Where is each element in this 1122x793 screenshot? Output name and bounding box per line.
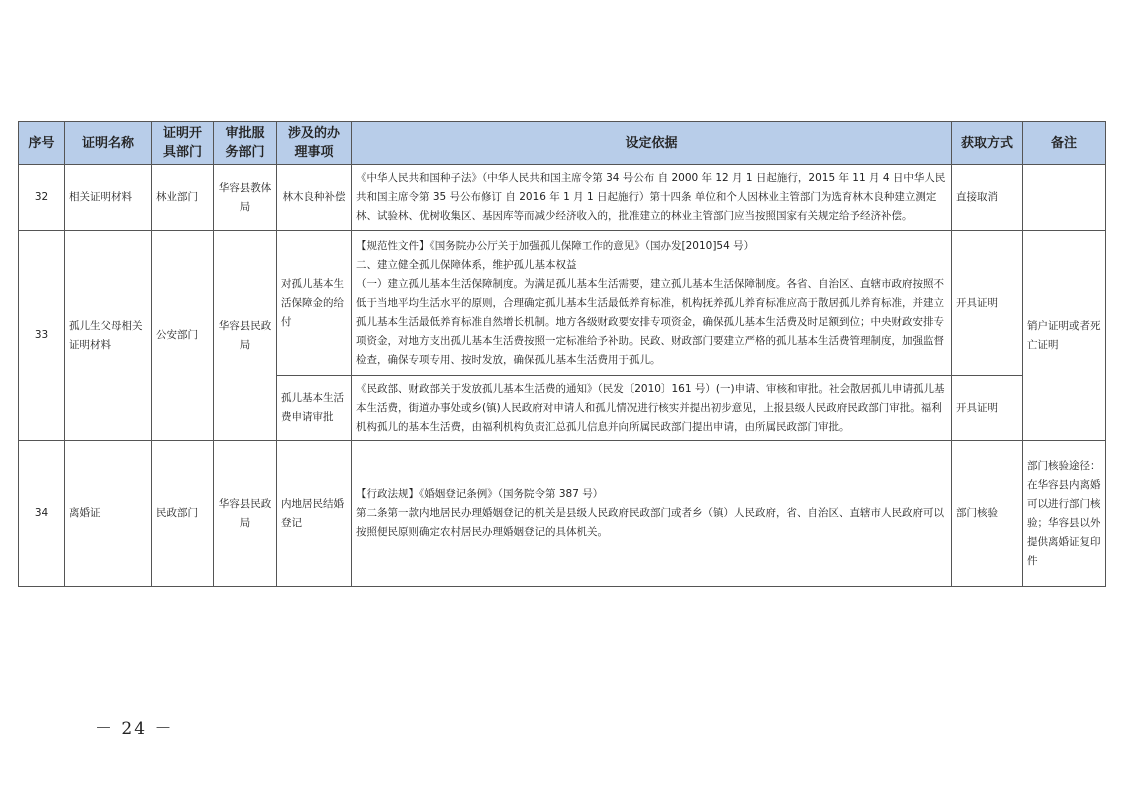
header-approver: 审批服务部门 — [214, 122, 277, 165]
row33a-basis-line2: 二、建立健全孤儿保障体系，维护孤儿基本权益 — [356, 258, 577, 271]
row34-basis-line1: 【行政法规】《婚姻登记条例》（国务院令第 387 号） — [356, 488, 604, 500]
row33b-basis: 《民政部、财政部关于发放孤儿基本生活费的通知》（民发〔2010〕161 号）(一)申请、审核和审批。社会散居孤儿申请孤儿基本生活费，街道办事处或乡(镇)人民政府对申请人和孤儿情况进行核实并提出初步意见，上报县级人民政府民政部门审批。福利机构孤儿的基本生活费，由福利机构负责汇总孤儿信息并向所属民政部门提出申请，由所属民政部门审批。 — [352, 376, 952, 441]
table-header-row — [19, 122, 1106, 165]
table-row — [19, 441, 1106, 587]
row34-method: 部门核验 — [952, 441, 1023, 587]
table-row — [19, 231, 1106, 376]
row33a-basis-line3: （一）建立孤儿基本生活保障制度。为满足孤儿基本生活需要，建立孤儿基本生活保障制度。各省、自治区、直辖市政府按照不低于当地平均生活水平的原则，合理确定孤儿基本生活最低养育标准，机构抚养孤儿养育标准应高于散居孤儿养育标准，并建立孤儿基本生活最低养育标准自然增长机制。地方各级财政要安排专项资金，确保孤儿基本生活费及时足额到位；中央财政安排专项资金，对地方支出孤儿基本生活费按照一定标准给予补助。民政、财政部门要建立严格的孤儿基本生活费管理制度，加强监督检查，确保专项专用、按时发放，确保孤儿基本生活费用于孤儿。 — [356, 277, 944, 366]
row34-basis-line2: 第二条第一款内地居民办理婚姻登记的机关是县级人民政府民政部门或者乡（镇）人民政府，省、自治区、直辖市人民政府可以按照便民原则确定农村居民办理婚姻登记的具体机关。 — [356, 507, 944, 538]
row33-approver: 华容县民政局 — [214, 231, 277, 441]
row33a-basis — [352, 231, 952, 376]
row33-name: 孤儿生父母相关证明材料 — [65, 231, 152, 441]
header-issuer: 证明开具部门 — [152, 122, 214, 165]
row32-note — [1023, 165, 1106, 231]
row33a-matter: 对孤儿基本生活保障金的给付 — [277, 231, 352, 376]
row33-issuer: 公安部门 — [152, 231, 214, 441]
row34-matter: 内地居民结婚登记 — [277, 441, 352, 587]
row33b-method: 开具证明 — [952, 376, 1023, 441]
header-matter: 涉及的办理事项 — [277, 122, 352, 165]
row34-seq: 34 — [19, 441, 65, 587]
row33a-method: 开具证明 — [952, 231, 1023, 376]
row33b-matter: 孤儿基本生活费申请审批 — [277, 376, 352, 441]
row32-seq: 32 — [19, 165, 65, 231]
table-row — [19, 165, 1106, 231]
page-number: － 24 － — [95, 719, 174, 739]
row33-seq: 33 — [19, 231, 65, 441]
row32-basis: 《中华人民共和国种子法》（中华人民共和国主席令第 34 号公布 自 2000 年 12 月 1 日起施行，2015 年 11 月 4 日中华人民共和国主席令第 35 号公布修订 自 2016 年 1 月 1 日起施行）第十四条 单位和个人因林业主管部门为选育林木良种建立测定林、试验林、优树收集区、基因库等而减少经济收入的，批准建立的林业主管部门应当按照国家有关规定给予经济补偿。 — [352, 165, 952, 231]
row33a-basis-line1: 【规范性文件】《国务院办公厅关于加强孤儿保障工作的意见》（国办发[2010]54 号） — [356, 239, 755, 252]
row34-name: 离婚证 — [65, 441, 152, 587]
row34-issuer: 民政部门 — [152, 441, 214, 587]
row32-issuer: 林业部门 — [152, 165, 214, 231]
certificate-table — [18, 121, 1106, 587]
row32-approver: 华容县教体局 — [214, 165, 277, 231]
row32-name: 相关证明材料 — [65, 165, 152, 231]
row33-note: 销户证明或者死亡证明 — [1023, 231, 1106, 441]
row34-note: 部门核验途径：在华容县内离婚可以进行部门核验；华容县以外提供离婚证复印件 — [1023, 441, 1106, 587]
row34-basis — [352, 441, 952, 587]
row34-approver: 华容县民政局 — [214, 441, 277, 587]
header-method: 获取方式 — [952, 122, 1023, 165]
header-basis: 设定依据 — [352, 122, 952, 165]
header-note: 备注 — [1023, 122, 1106, 165]
row32-method: 直接取消 — [952, 165, 1023, 231]
header-name: 证明名称 — [65, 122, 152, 165]
row32-matter: 林木良种补偿 — [277, 165, 352, 231]
header-seq: 序号 — [19, 122, 65, 165]
